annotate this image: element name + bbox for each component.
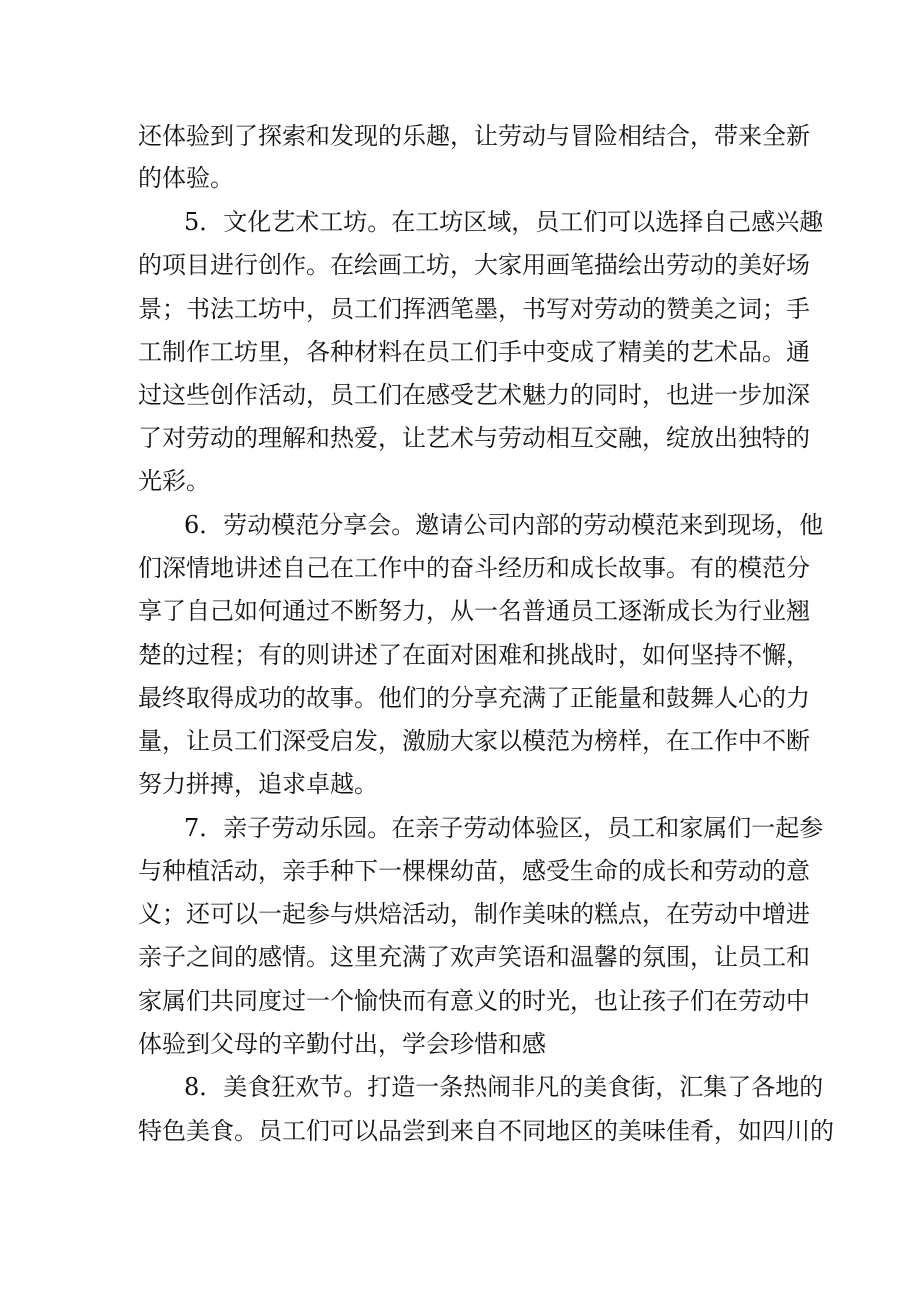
paragraph-5-line-6: 了对劳动的理解和热爱，让艺术与劳动相互交融，绽放出独特的 [138, 424, 810, 452]
paragraph-7-line-6: 体验到父母的辛勤付出，学会珍惜和感 [138, 1030, 546, 1058]
paragraph-7-line-4: 亲子之间的感情。这里充满了欢声笑语和温馨的氛围，让员工和 [138, 943, 810, 971]
paragraph-6-line-2: 们深情地讲述自己在工作中的奋斗经历和成长故事。有的模范分 [138, 554, 810, 582]
paragraph-6-line-4: 楚的过程；有的则讲述了在面对困难和挑战时，如何坚持不懈， [138, 641, 810, 669]
paragraph-7-line-1: 7．亲子劳动乐园。在亲子劳动体验区，员工和家属们一起参 [184, 814, 824, 842]
paragraph-7-line-2: 与种植活动，亲手种下一棵棵幼苗，感受生命的成长和劳动的意 [138, 857, 810, 885]
paragraph-5-line-2: 的项目进行创作。在绘画工坊，大家用画笔描绘出劳动的美好场 [138, 251, 810, 279]
paragraph-5-line-4: 工制作工坊里，各种材料在员工们手中变成了精美的艺术品。通 [138, 338, 810, 366]
paragraph-6-line-7: 努力拼搏，追求卓越。 [138, 770, 378, 798]
paragraph-4-line-4: 的体验。 [138, 164, 234, 192]
paragraph-5-line-1: 5．文化艺术工坊。在工坊区域，员工们可以选择自己感兴趣 [184, 208, 824, 236]
paragraph-6-line-5: 最终取得成功的故事。他们的分享充满了正能量和鼓舞人心的力 [138, 684, 810, 712]
paragraph-7-line-5: 家属们共同度过一个愉快而有意义的时光，也让孩子们在劳动中 [138, 987, 810, 1015]
paragraph-8-line-1: 8．美食狂欢节。打造一条热闹非凡的美食街，汇集了各地的 [184, 1073, 824, 1101]
paragraph-8-line-2: 特色美食。员工们可以品尝到来自不同地区的美味佳肴，如四川的 [138, 1117, 834, 1145]
paragraph-6-line-6: 量，让员工们深受启发，激励大家以模范为榜样，在工作中不断 [138, 727, 810, 755]
paragraph-5-line-7: 光彩。 [138, 467, 210, 495]
paragraph-5-line-5: 过这些创作活动，员工们在感受艺术魅力的同时，也进一步加深 [138, 381, 810, 409]
paragraph-7-line-3: 义；还可以一起参与烘焙活动，制作美味的糕点，在劳动中增进 [138, 900, 810, 928]
paragraph-5-line-3: 景；书法工坊中，员工们挥洒笔墨，书写对劳动的赞美之词；手 [138, 295, 810, 323]
paragraph-4-line-3: 还体验到了探索和发现的乐趣，让劳动与冒险相结合，带来全新 [138, 122, 810, 150]
paragraph-6-line-3: 享了自己如何通过不断努力，从一名普通员工逐渐成长为行业翘 [138, 597, 810, 625]
paragraph-6-line-1: 6．劳动模范分享会。邀请公司内部的劳动模范来到现场，他 [184, 511, 824, 539]
